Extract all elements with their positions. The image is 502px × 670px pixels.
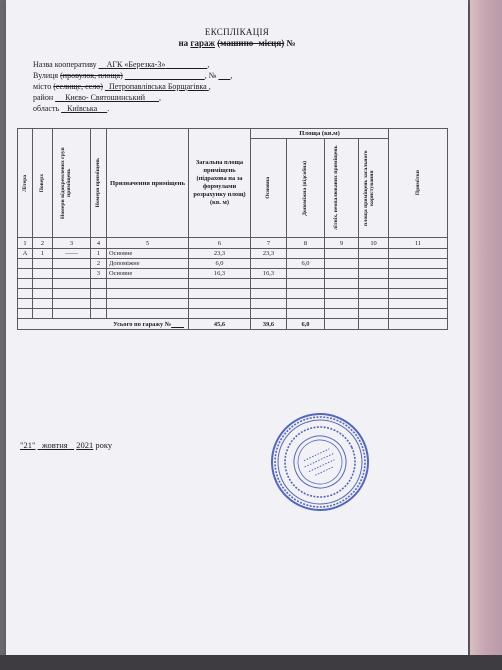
- city-line: місто (селище, село) Петропавлівська Борщагівка ,: [33, 82, 211, 91]
- header-general-use: площа приміщень загального користування: [359, 139, 389, 238]
- explication-table: [17, 128, 448, 330]
- header-groups: Номери відокремлених груп приміщень: [53, 129, 91, 238]
- header-notes: Примітки: [389, 129, 448, 238]
- table-row: А 1 —— 1 Основне 23,3 23,3: [18, 249, 448, 259]
- header-aux: Допоміжна (підсобна): [287, 139, 325, 238]
- table-row-empty: [18, 299, 448, 309]
- table-row-empty: [18, 309, 448, 319]
- table-row-empty: [18, 279, 448, 289]
- column-numbers-row: 1 2 3 4 5 6 7 8 9 10 11: [18, 238, 448, 249]
- coop-value: АГК «Березка-3»: [106, 60, 166, 69]
- region-line: область Київська .: [33, 104, 110, 113]
- region-value: Київська: [67, 104, 98, 113]
- header-litera: Літера: [18, 129, 33, 238]
- background-edge: [0, 655, 502, 670]
- round-stamp: [268, 410, 372, 514]
- document-page: [6, 0, 468, 660]
- total-row: Усього по гаражу № 45,6 39,6 6,0: [18, 319, 448, 330]
- document-title: ЕКСПЛІКАЦІЯ: [204, 27, 270, 37]
- table-row: 2 Допоміжне 6,0 6,0: [18, 259, 448, 269]
- document-date: "21" жовтня 2021 року: [20, 440, 113, 450]
- header-area-group: Площа (кв.м): [251, 129, 389, 139]
- header-poverkh: Поверх: [33, 129, 53, 238]
- header-total: Загальна площа приміщень (підрахова на за формулами розрахунку площ) (кв. м): [189, 129, 251, 238]
- coop-line: Назва кооперативу АГК «Березка-3» ,: [33, 60, 210, 69]
- header-main: Основна: [251, 139, 287, 238]
- document-subtitle: на гараж (машино- місця) №: [178, 38, 296, 48]
- table-row-empty: [18, 289, 448, 299]
- district-value: Києво- Святошинський: [65, 93, 146, 102]
- city-value: Петропавлівська Борщагівка: [108, 82, 207, 91]
- background-fabric: [470, 0, 502, 670]
- header-room-no: Номери приміщень: [91, 129, 107, 238]
- header-purpose: Призначення приміщень: [107, 129, 189, 238]
- table-row: 3 Основне 16,3 16,3: [18, 269, 448, 279]
- district-line: район Києво- Святошинський ,: [33, 93, 162, 102]
- street-line: Вулиця (провулок, площа) , № ,: [33, 71, 233, 80]
- header-summer: літніх, неопалюваних приміщень: [325, 139, 359, 238]
